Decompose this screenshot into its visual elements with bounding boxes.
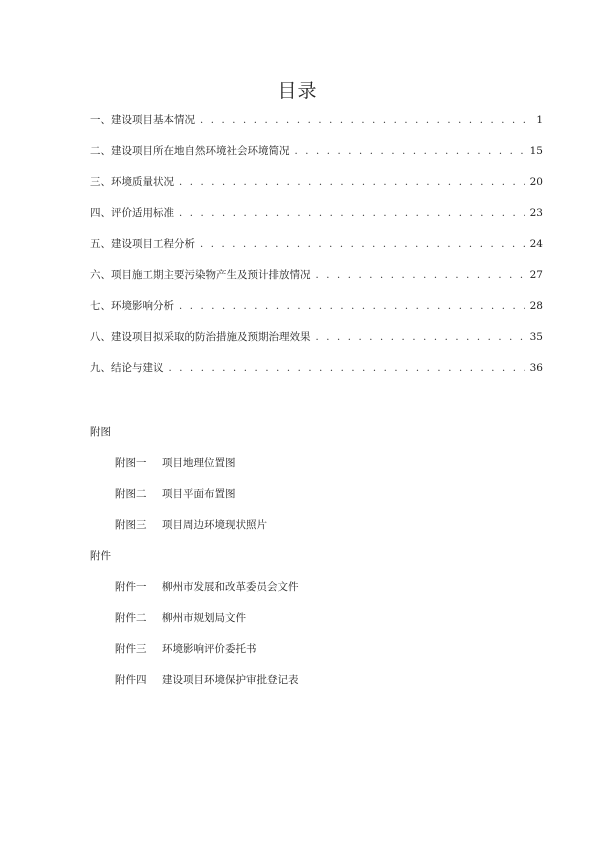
toc-entry-page: 35 [529,331,543,343]
toc-entry-label: 四、评价适用标准 [90,207,174,219]
toc-entry-5[interactable] [90,236,543,267]
toc-entry-page: 36 [529,362,543,374]
attachments-section [90,548,299,703]
toc-entry-label: 三、环境质量状况 [90,176,174,188]
figure-id: 附图一 [115,457,147,469]
attachment-item [90,610,299,641]
attachment-item [90,672,299,703]
toc-entry-label: 一、建设项目基本情况 [90,114,195,126]
toc-entry-4[interactable] [90,205,543,236]
toc-entry-page: 23 [529,207,543,219]
figure-id: 附图二 [115,488,147,500]
toc-entry-page: 28 [529,300,543,312]
toc-leader-dots [316,268,525,284]
figure-id: 附图三 [115,519,147,531]
toc-entry-label: 九、结论与建议 [90,362,164,374]
toc-leader-dots [200,237,525,253]
figure-name: 项目地理位置图 [162,457,236,469]
toc-entry-label: 二、建设项目所在地自然环境社会环境简况 [90,145,290,157]
table-of-contents [90,112,543,391]
attachment-id: 附件二 [115,612,147,624]
attachment-id: 附件四 [115,674,147,686]
toc-leader-dots [179,206,525,222]
toc-entry-page: 15 [529,145,543,157]
attachment-name: 建设项目环境保护审批登记表 [162,674,299,686]
page-title: 目录 [277,80,318,102]
attachments-heading: 附件 [90,550,111,562]
toc-entry-label: 七、环境影响分析 [90,300,174,312]
toc-entry-label: 八、建设项目拟采取的防治措施及预期治理效果 [90,331,311,343]
toc-leader-dots [200,113,526,129]
toc-entry-page: 24 [529,238,543,250]
figures-heading: 附图 [90,426,111,438]
attachment-id: 附件一 [115,581,147,593]
toc-entry-page: 27 [529,269,543,281]
toc-entry-page: 1 [536,114,543,126]
toc-leader-dots [169,361,525,377]
attachment-name: 柳州市规划局文件 [162,612,246,624]
figure-item [90,486,267,517]
toc-entry-9[interactable] [90,360,543,391]
figure-item [90,517,267,548]
figure-name: 项目周边环境现状照片 [162,519,267,531]
attachment-item [90,579,299,610]
toc-entry-8[interactable] [90,329,543,360]
toc-entry-1[interactable] [90,112,543,143]
toc-entry-label: 六、项目施工期主要污染物产生及预计排放情况 [90,269,311,281]
toc-entry-page: 20 [529,176,543,188]
toc-leader-dots [316,330,525,346]
toc-leader-dots [179,299,525,315]
toc-entry-3[interactable] [90,174,543,205]
toc-entry-7[interactable] [90,298,543,329]
figure-name: 项目平面布置图 [162,488,236,500]
toc-entry-2[interactable] [90,143,543,174]
attachment-item [90,641,299,672]
figure-item [90,455,267,486]
toc-leader-dots [295,144,525,160]
attachment-id: 附件三 [115,643,147,655]
attachment-name: 环境影响评价委托书 [162,643,257,655]
figures-section [90,424,267,548]
toc-leader-dots [179,175,525,191]
attachment-name: 柳州市发展和改革委员会文件 [162,581,299,593]
toc-entry-6[interactable] [90,267,543,298]
toc-entry-label: 五、建设项目工程分析 [90,238,195,250]
